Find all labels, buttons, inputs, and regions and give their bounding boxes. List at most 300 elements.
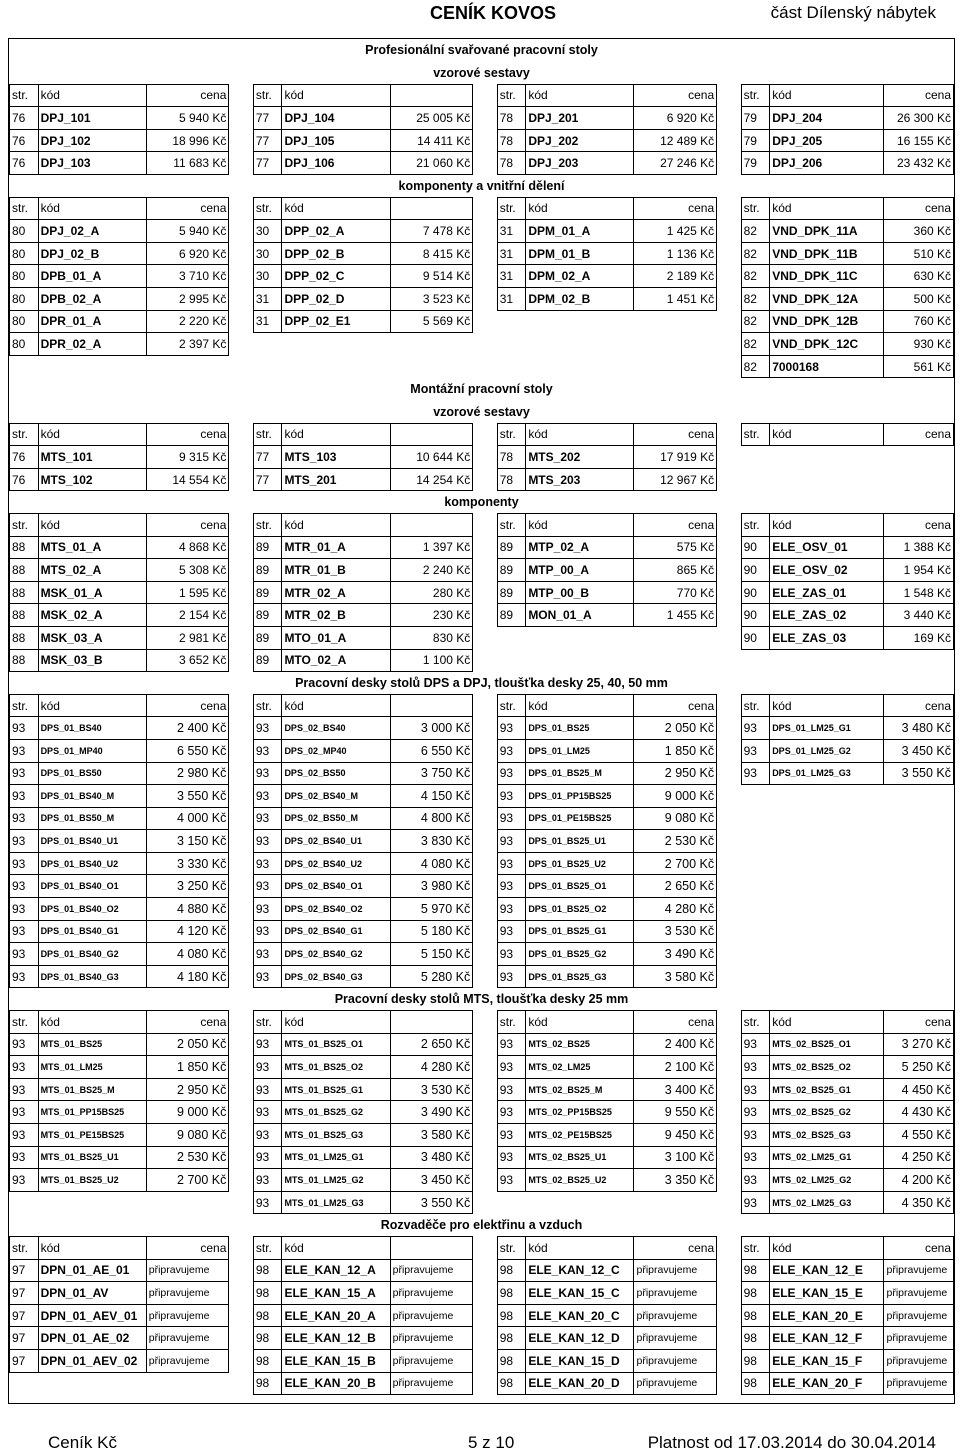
column-header-str: str. bbox=[741, 423, 770, 446]
page-ref: 93 bbox=[497, 785, 526, 808]
price: 3 530 Kč bbox=[634, 920, 717, 943]
product-code: DPS_01_BS50 bbox=[38, 762, 146, 785]
product-code: DPS_02_BS40_U1 bbox=[282, 830, 390, 853]
empty-cell bbox=[146, 1191, 229, 1214]
column-header-kod: kód bbox=[38, 1236, 146, 1259]
product-code: MTS_01_BS25_O1 bbox=[282, 1033, 390, 1056]
page-ref: 90 bbox=[741, 604, 770, 627]
price: připravujeme bbox=[390, 1282, 473, 1305]
column-header-str: str. bbox=[253, 513, 282, 536]
product-code: ELE_OSV_01 bbox=[770, 536, 884, 559]
empty-cell bbox=[741, 852, 770, 875]
section-title-row bbox=[10, 491, 954, 514]
empty-cell bbox=[497, 626, 526, 649]
column-gap bbox=[229, 242, 253, 265]
price: 3 830 Kč bbox=[390, 830, 473, 853]
price: 5 940 Kč bbox=[146, 107, 229, 130]
table-row bbox=[10, 559, 954, 582]
price: 2 240 Kč bbox=[390, 559, 473, 582]
table-row bbox=[10, 1259, 954, 1282]
column-header-cena: cena bbox=[146, 84, 229, 107]
product-code: VND_DPK_11C bbox=[770, 265, 884, 288]
column-header-kod: kód bbox=[770, 84, 884, 107]
page-ref: 93 bbox=[497, 1146, 526, 1169]
product-code: DPS_02_BS40_M bbox=[282, 785, 390, 808]
empty-cell bbox=[770, 649, 884, 672]
page-ref: 98 bbox=[497, 1282, 526, 1305]
price: 21 060 Kč bbox=[390, 152, 473, 175]
column-gap bbox=[473, 288, 497, 311]
product-code: MTS_01_LM25 bbox=[38, 1056, 146, 1079]
empty-cell bbox=[634, 310, 717, 333]
column-header-cena: cena bbox=[146, 197, 229, 220]
column-gap bbox=[717, 1011, 741, 1034]
table-row bbox=[10, 1282, 954, 1305]
column-gap bbox=[229, 807, 253, 830]
column-gap bbox=[717, 1327, 741, 1350]
page-ref: 90 bbox=[741, 581, 770, 604]
column-gap bbox=[473, 943, 497, 966]
page-ref: 98 bbox=[253, 1304, 282, 1327]
product-code: DPJ_104 bbox=[282, 107, 390, 130]
empty-cell bbox=[884, 649, 954, 672]
product-code: MTS_201 bbox=[282, 468, 390, 491]
page-ref: 80 bbox=[10, 288, 39, 311]
page-ref: 93 bbox=[253, 807, 282, 830]
column-gap bbox=[473, 1169, 497, 1192]
price: 865 Kč bbox=[634, 559, 717, 582]
section-title: Pracovní desky stolů DPS a DPJ, tloušťka desky 25, 40, 50 mm bbox=[295, 675, 668, 690]
column-gap bbox=[229, 875, 253, 898]
column-gap bbox=[229, 1259, 253, 1282]
column-gap bbox=[229, 1056, 253, 1079]
column-header-str: str. bbox=[10, 84, 39, 107]
section-title: vzorové sestavy bbox=[433, 65, 530, 80]
product-code: ELE_KAN_20_E bbox=[770, 1304, 884, 1327]
column-header-cena: cena bbox=[146, 423, 229, 446]
page-ref: 93 bbox=[741, 739, 770, 762]
column-header-str: str. bbox=[253, 84, 282, 107]
column-gap bbox=[229, 920, 253, 943]
column-gap bbox=[473, 649, 497, 672]
page-ref: 76 bbox=[10, 152, 39, 175]
product-code: DPS_02_BS40_G1 bbox=[282, 920, 390, 943]
column-header-kod: kód bbox=[526, 513, 634, 536]
page-ref: 30 bbox=[253, 242, 282, 265]
product-code: ELE_KAN_20_F bbox=[770, 1372, 884, 1395]
column-gap bbox=[473, 468, 497, 491]
product-code: DPJ_201 bbox=[526, 107, 634, 130]
price: připravujeme bbox=[634, 1282, 717, 1305]
column-gap bbox=[229, 965, 253, 988]
product-code: DPS_01_PP15BS25 bbox=[526, 785, 634, 808]
column-gap bbox=[473, 807, 497, 830]
column-gap bbox=[229, 604, 253, 627]
price: 6 550 Kč bbox=[390, 739, 473, 762]
price: 4 000 Kč bbox=[146, 807, 229, 830]
column-gap bbox=[473, 536, 497, 559]
product-code: MTR_01_B bbox=[282, 559, 390, 582]
column-gap bbox=[717, 1349, 741, 1372]
column-gap bbox=[473, 310, 497, 333]
page-ref: 88 bbox=[10, 559, 39, 582]
column-gap bbox=[717, 785, 741, 808]
empty-cell bbox=[741, 943, 770, 966]
page-ref: 80 bbox=[10, 220, 39, 243]
page-ref: 78 bbox=[497, 446, 526, 469]
product-code: DPJ_101 bbox=[38, 107, 146, 130]
column-header-kod: kód bbox=[282, 84, 390, 107]
column-gap bbox=[473, 830, 497, 853]
column-header-kod: kód bbox=[526, 197, 634, 220]
page-ref: 30 bbox=[253, 220, 282, 243]
price: připravujeme bbox=[634, 1349, 717, 1372]
price: 3 580 Kč bbox=[390, 1124, 473, 1147]
page-ref: 98 bbox=[253, 1349, 282, 1372]
product-code: ELE_KAN_15_F bbox=[770, 1349, 884, 1372]
price: připravujeme bbox=[884, 1327, 954, 1350]
table-row bbox=[10, 581, 954, 604]
product-code: DPS_01_BS25_U1 bbox=[526, 830, 634, 853]
product-code: ELE_KAN_15_D bbox=[526, 1349, 634, 1372]
price: 1 595 Kč bbox=[146, 581, 229, 604]
section-title-row bbox=[10, 1214, 954, 1237]
page-ref: 93 bbox=[741, 1191, 770, 1214]
price: 9 080 Kč bbox=[146, 1124, 229, 1147]
product-code: ELE_KAN_12_D bbox=[526, 1327, 634, 1350]
column-gap bbox=[473, 1236, 497, 1259]
column-header-kod: kód bbox=[282, 513, 390, 536]
column-header-row bbox=[10, 84, 954, 107]
price: 630 Kč bbox=[884, 265, 954, 288]
price: 2 950 Kč bbox=[146, 1078, 229, 1101]
price: 3 580 Kč bbox=[634, 965, 717, 988]
product-code: DPS_01_PE15BS25 bbox=[526, 807, 634, 830]
price: 12 967 Kč bbox=[634, 468, 717, 491]
price: 2 100 Kč bbox=[634, 1056, 717, 1079]
column-gap bbox=[229, 265, 253, 288]
column-gap bbox=[473, 1349, 497, 1372]
product-code: MTS_02_A bbox=[38, 559, 146, 582]
product-code: ELE_KAN_12_E bbox=[770, 1259, 884, 1282]
column-header-kod: kód bbox=[770, 1011, 884, 1034]
column-header-str: str. bbox=[741, 1011, 770, 1034]
price: 3 750 Kč bbox=[390, 762, 473, 785]
empty-cell bbox=[741, 898, 770, 921]
column-gap bbox=[717, 898, 741, 921]
page-ref: 93 bbox=[10, 1101, 39, 1124]
product-code: DPS_01_BS40_G2 bbox=[38, 943, 146, 966]
page-ref: 93 bbox=[497, 943, 526, 966]
table-row bbox=[10, 152, 954, 175]
price: 3 710 Kč bbox=[146, 265, 229, 288]
product-code: ELE_KAN_20_C bbox=[526, 1304, 634, 1327]
column-gap bbox=[717, 1101, 741, 1124]
column-header-kod: kód bbox=[38, 197, 146, 220]
price: 10 644 Kč bbox=[390, 446, 473, 469]
page-ref: 93 bbox=[253, 1124, 282, 1147]
column-gap bbox=[229, 1282, 253, 1305]
column-gap bbox=[473, 446, 497, 469]
column-gap bbox=[229, 1101, 253, 1124]
column-gap bbox=[229, 785, 253, 808]
price: připravujeme bbox=[390, 1349, 473, 1372]
column-gap bbox=[229, 694, 253, 717]
product-code: DPS_01_LM25_G1 bbox=[770, 717, 884, 740]
page-ref: 93 bbox=[497, 1056, 526, 1079]
table-row bbox=[10, 355, 954, 378]
column-header-cena bbox=[390, 84, 473, 107]
column-gap bbox=[717, 129, 741, 152]
column-header-cena: cena bbox=[884, 84, 954, 107]
product-code: DPR_02_A bbox=[38, 333, 146, 356]
product-code: ELE_KAN_15_C bbox=[526, 1282, 634, 1305]
product-code: DPS_01_BS25_U2 bbox=[526, 852, 634, 875]
column-gap bbox=[229, 1011, 253, 1034]
column-gap bbox=[229, 1078, 253, 1101]
column-gap bbox=[473, 717, 497, 740]
catalog-title: CENÍK KOVOS bbox=[430, 3, 557, 23]
column-gap bbox=[473, 355, 497, 378]
column-gap bbox=[473, 1327, 497, 1350]
column-header-cena bbox=[390, 197, 473, 220]
price: 3 980 Kč bbox=[390, 875, 473, 898]
page-ref: 93 bbox=[741, 1146, 770, 1169]
column-gap bbox=[473, 1372, 497, 1395]
table-row bbox=[10, 1033, 954, 1056]
empty-cell bbox=[634, 626, 717, 649]
price: připravujeme bbox=[634, 1327, 717, 1350]
column-gap bbox=[473, 265, 497, 288]
page-ref: 79 bbox=[741, 107, 770, 130]
page-ref: 93 bbox=[10, 807, 39, 830]
product-code: DPJ_105 bbox=[282, 129, 390, 152]
price: 6 920 Kč bbox=[146, 242, 229, 265]
column-header-row bbox=[10, 1011, 954, 1034]
column-gap bbox=[229, 1304, 253, 1327]
price: 1 451 Kč bbox=[634, 288, 717, 311]
price: 4 550 Kč bbox=[884, 1124, 954, 1147]
price: 230 Kč bbox=[390, 604, 473, 627]
page-ref: 98 bbox=[497, 1304, 526, 1327]
column-gap bbox=[229, 898, 253, 921]
price: 3 550 Kč bbox=[884, 762, 954, 785]
section-title-row bbox=[10, 401, 954, 424]
price: 169 Kč bbox=[884, 626, 954, 649]
column-header-cena: cena bbox=[884, 1011, 954, 1034]
product-code: DPN_01_AE_02 bbox=[38, 1327, 146, 1350]
column-gap bbox=[473, 604, 497, 627]
page-ref: 98 bbox=[497, 1349, 526, 1372]
section-title-row bbox=[10, 39, 954, 62]
table-row bbox=[10, 1101, 954, 1124]
column-gap bbox=[717, 1056, 741, 1079]
product-code: MSK_03_B bbox=[38, 649, 146, 672]
empty-cell bbox=[526, 1191, 634, 1214]
page-ref: 77 bbox=[253, 152, 282, 175]
page-ref: 82 bbox=[741, 355, 770, 378]
product-code: ELE_OSV_02 bbox=[770, 559, 884, 582]
column-gap bbox=[717, 1124, 741, 1147]
column-gap bbox=[717, 1372, 741, 1395]
table-row bbox=[10, 333, 954, 356]
price: 2 220 Kč bbox=[146, 310, 229, 333]
page-ref: 93 bbox=[10, 1078, 39, 1101]
price: 2 050 Kč bbox=[146, 1033, 229, 1056]
column-gap bbox=[717, 762, 741, 785]
column-header-kod: kód bbox=[770, 197, 884, 220]
empty-cell bbox=[884, 898, 954, 921]
empty-cell bbox=[884, 785, 954, 808]
page-ref: 88 bbox=[10, 581, 39, 604]
empty-cell bbox=[770, 807, 884, 830]
page-ref: 78 bbox=[497, 107, 526, 130]
page-ref: 93 bbox=[741, 1169, 770, 1192]
price: 2 700 Kč bbox=[146, 1169, 229, 1192]
page-ref: 98 bbox=[253, 1259, 282, 1282]
page-ref: 98 bbox=[741, 1259, 770, 1282]
page-ref: 80 bbox=[10, 265, 39, 288]
product-code: MTR_02_B bbox=[282, 604, 390, 627]
product-code: ELE_KAN_20_D bbox=[526, 1372, 634, 1395]
column-gap bbox=[717, 1191, 741, 1214]
page-ref: 93 bbox=[497, 1124, 526, 1147]
product-code: DPJ_204 bbox=[770, 107, 884, 130]
product-code: MTS_01_LM25_G3 bbox=[282, 1191, 390, 1214]
product-code: MTS_01_BS25_G3 bbox=[282, 1124, 390, 1147]
column-header-kod: kód bbox=[282, 1236, 390, 1259]
product-code: DPS_01_BS40_G1 bbox=[38, 920, 146, 943]
product-code: VND_DPK_12C bbox=[770, 333, 884, 356]
column-gap bbox=[473, 559, 497, 582]
empty-cell bbox=[741, 875, 770, 898]
table-row bbox=[10, 762, 954, 785]
column-gap bbox=[717, 965, 741, 988]
product-code: MTS_02_LM25_G3 bbox=[770, 1191, 884, 1214]
empty-cell bbox=[38, 1372, 146, 1395]
product-code: DPM_01_B bbox=[526, 242, 634, 265]
price: 500 Kč bbox=[884, 288, 954, 311]
product-code: DPS_02_MP40 bbox=[282, 739, 390, 762]
price: 9 080 Kč bbox=[634, 807, 717, 830]
price: 4 180 Kč bbox=[146, 965, 229, 988]
product-code: VND_DPK_12A bbox=[770, 288, 884, 311]
product-code: MON_01_A bbox=[526, 604, 634, 627]
page-ref: 88 bbox=[10, 604, 39, 627]
table-row bbox=[10, 807, 954, 830]
price: 14 254 Kč bbox=[390, 468, 473, 491]
page-ref: 93 bbox=[497, 1101, 526, 1124]
product-code: MTS_02_LM25_G2 bbox=[770, 1169, 884, 1192]
empty-cell bbox=[741, 649, 770, 672]
page-ref: 82 bbox=[741, 310, 770, 333]
column-header-row bbox=[10, 694, 954, 717]
empty-cell bbox=[634, 649, 717, 672]
product-code: DPS_01_MP40 bbox=[38, 739, 146, 762]
page-ref: 98 bbox=[253, 1372, 282, 1395]
section-title-row bbox=[10, 988, 954, 1011]
table-row bbox=[10, 875, 954, 898]
table-row bbox=[10, 1304, 954, 1327]
table-row bbox=[10, 468, 954, 491]
table-row bbox=[10, 220, 954, 243]
price: 2 400 Kč bbox=[634, 1033, 717, 1056]
price: 4 150 Kč bbox=[390, 785, 473, 808]
column-header-str: str. bbox=[10, 513, 39, 536]
page-ref: 97 bbox=[10, 1282, 39, 1305]
column-gap bbox=[717, 242, 741, 265]
column-gap bbox=[229, 310, 253, 333]
table-row bbox=[10, 288, 954, 311]
price: připravujeme bbox=[634, 1304, 717, 1327]
price: 9 514 Kč bbox=[390, 265, 473, 288]
product-code: DPN_01_AEV_01 bbox=[38, 1304, 146, 1327]
empty-cell bbox=[884, 875, 954, 898]
page-ref: 31 bbox=[497, 220, 526, 243]
product-code: MTS_202 bbox=[526, 446, 634, 469]
empty-cell bbox=[282, 355, 390, 378]
price: 2 397 Kč bbox=[146, 333, 229, 356]
price: 3 450 Kč bbox=[390, 1169, 473, 1192]
column-gap bbox=[229, 1146, 253, 1169]
page-ref: 93 bbox=[497, 1078, 526, 1101]
product-code: DPS_01_BS40 bbox=[38, 717, 146, 740]
product-code: MTS_02_LM25 bbox=[526, 1056, 634, 1079]
empty-cell bbox=[741, 830, 770, 853]
product-code: DPS_02_BS40 bbox=[282, 717, 390, 740]
price: připravujeme bbox=[634, 1372, 717, 1395]
page-ref: 97 bbox=[10, 1304, 39, 1327]
column-gap bbox=[717, 468, 741, 491]
empty-cell bbox=[497, 649, 526, 672]
product-code: MTS_01_BS25 bbox=[38, 1033, 146, 1056]
column-gap bbox=[717, 649, 741, 672]
column-gap bbox=[229, 739, 253, 762]
price: 830 Kč bbox=[390, 626, 473, 649]
column-gap bbox=[717, 626, 741, 649]
product-code: MTS_02_BS25_G3 bbox=[770, 1124, 884, 1147]
product-code: MTP_02_A bbox=[526, 536, 634, 559]
price: 1 954 Kč bbox=[884, 559, 954, 582]
price: 2 400 Kč bbox=[146, 717, 229, 740]
product-code: DPJ_02_A bbox=[38, 220, 146, 243]
product-code: MTS_203 bbox=[526, 468, 634, 491]
column-gap bbox=[229, 581, 253, 604]
column-header-cena bbox=[390, 1011, 473, 1034]
table-row bbox=[10, 107, 954, 130]
product-code: ELE_KAN_12_F bbox=[770, 1327, 884, 1350]
section-title-row bbox=[10, 175, 954, 198]
product-code: DPS_01_BS40_O1 bbox=[38, 875, 146, 898]
page-ref: 93 bbox=[10, 1146, 39, 1169]
page-ref: 30 bbox=[253, 265, 282, 288]
column-header-cena: cena bbox=[884, 197, 954, 220]
empty-cell bbox=[741, 785, 770, 808]
product-code: DPS_01_BS40_M bbox=[38, 785, 146, 808]
column-header-str: str. bbox=[10, 423, 39, 446]
page-ref: 93 bbox=[253, 852, 282, 875]
price: 5 280 Kč bbox=[390, 965, 473, 988]
column-gap bbox=[473, 739, 497, 762]
page-ref: 93 bbox=[253, 739, 282, 762]
empty-cell bbox=[884, 965, 954, 988]
column-header-str: str. bbox=[497, 84, 526, 107]
table-body bbox=[10, 39, 954, 1395]
page-ref: 89 bbox=[253, 626, 282, 649]
column-gap bbox=[229, 1124, 253, 1147]
page-ref: 82 bbox=[741, 333, 770, 356]
column-header-row bbox=[10, 513, 954, 536]
